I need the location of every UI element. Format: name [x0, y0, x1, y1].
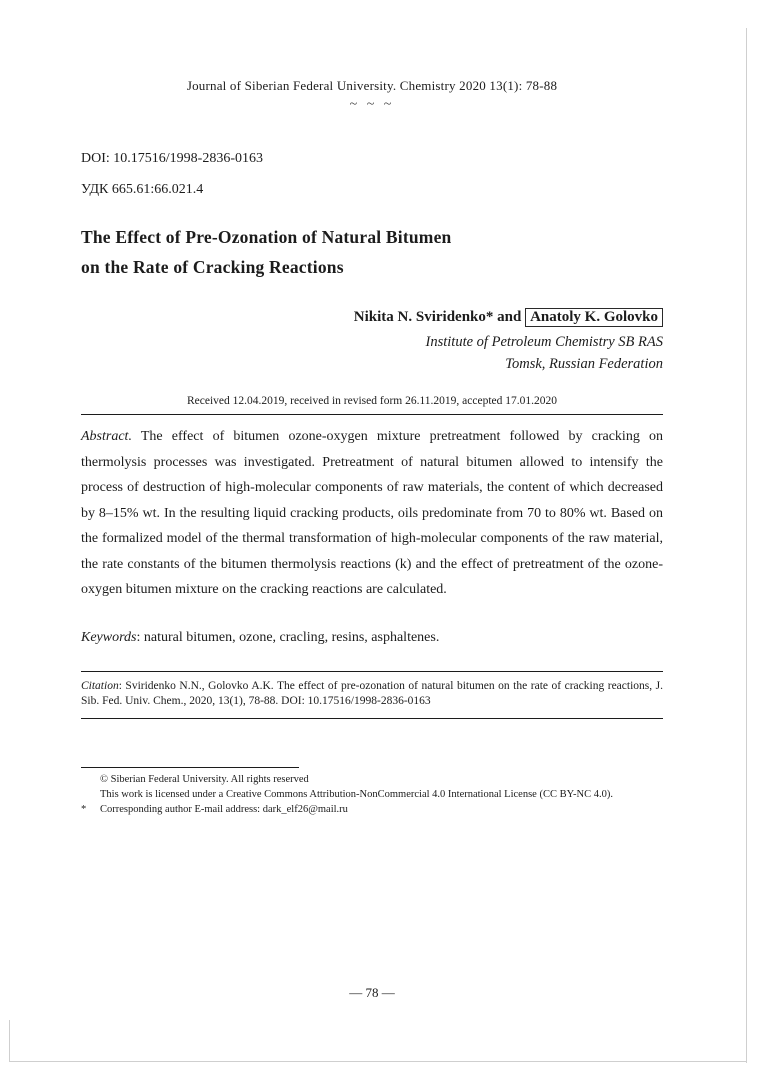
- rule-above-abstract: [81, 414, 663, 415]
- asterisk-marker: *: [81, 803, 87, 815]
- received-dates-line: Received 12.04.2019, received in revised form 26.11.2019, accepted 17.01.2020: [186, 395, 558, 407]
- rule-below-citation: [81, 718, 663, 719]
- affiliation-city: Tomsk, Russian Federation: [505, 356, 663, 372]
- paper-page-content: [81, 0, 663, 817]
- journal-header-line: Journal of Siberian Federal University. Chemistry 2020 13(1): 78-88: [186, 78, 558, 93]
- rule-above-citation: [81, 671, 663, 672]
- author-second-highlight-box: Anatoly K. Golovko: [525, 308, 663, 327]
- footnote-separator-line: [81, 767, 299, 768]
- abstract-paragraph: [81, 424, 663, 603]
- paper-title-line-1: The Effect of Pre-Ozonation of Natural Bitumen: [81, 227, 452, 247]
- author-first: Nikita N. Sviridenko* and: [353, 309, 526, 325]
- abstract-label: Abstract.: [81, 429, 132, 444]
- page-edge-left: [9, 1020, 10, 1062]
- citation-block: [81, 679, 663, 710]
- citation-label: Citation: [81, 679, 119, 692]
- footnote-copyright: © Siberian Federal University. All rights reserved: [100, 773, 309, 785]
- paper-title-line-2: on the Rate of Cracking Reactions: [81, 257, 344, 277]
- footnotes-block: [81, 772, 663, 817]
- keywords-line: [81, 627, 663, 649]
- affiliation-institute: Institute of Petroleum Chemistry SB RAS: [425, 334, 663, 350]
- keywords-label: Keywords: [81, 629, 137, 645]
- abstract-text: The effect of bitumen ozone-oxygen mixture pretreatment followed by cracking on thermolysis processes was investigated. Pretreatment of natural bitumen allowed to intensify the process of destruction of high-molecular components of raw materials, the content of which decreased by 8–15% wt. In the resulting liquid cracking products, oils predominate from 70 to 80% wt. Based on the formalized model of the thermal transformation of high-molecular components of the raw material, the rate constants of the bitumen thermolysis reactions (k) and the effect of pretreatment of the ozone-oxygen bitumen mixture on the cracking reactions are calculated.: [81, 429, 663, 597]
- tilde-separator: ~ ~ ~: [349, 97, 395, 112]
- page-edge-bottom: [9, 1061, 747, 1062]
- authors-line: [81, 306, 663, 328]
- footnote-license: This work is licensed under a Creative Commons Attribution-NonCommercial 4.0 International License (CC BY-NC 4.0).: [100, 788, 613, 800]
- page-edge-right: [746, 28, 747, 1063]
- footnote-corresponding-author: [81, 802, 663, 817]
- udk-line: УДК 665.61:66.021.4: [81, 182, 204, 197]
- citation-text: : Sviridenko N.N., Golovko A.K. The effect of pre-ozonation of natural bitumen on the rate of cracking reactions, J. Sib. Fed. Univ. Chem., 2020, 13(1), 78-88. DOI: 10.17516/1998-2836-0163: [81, 679, 663, 707]
- paper-title: [81, 222, 663, 282]
- corresponding-author-text: Corresponding author E-mail address: dark_elf26@mail.ru: [100, 803, 348, 815]
- keywords-text: : natural bitumen, ozone, cracling, resins, asphaltenes.: [136, 629, 440, 645]
- doi-line: DOI: 10.17516/1998-2836-0163: [81, 151, 263, 166]
- page-number: — 78 —: [349, 985, 395, 1000]
